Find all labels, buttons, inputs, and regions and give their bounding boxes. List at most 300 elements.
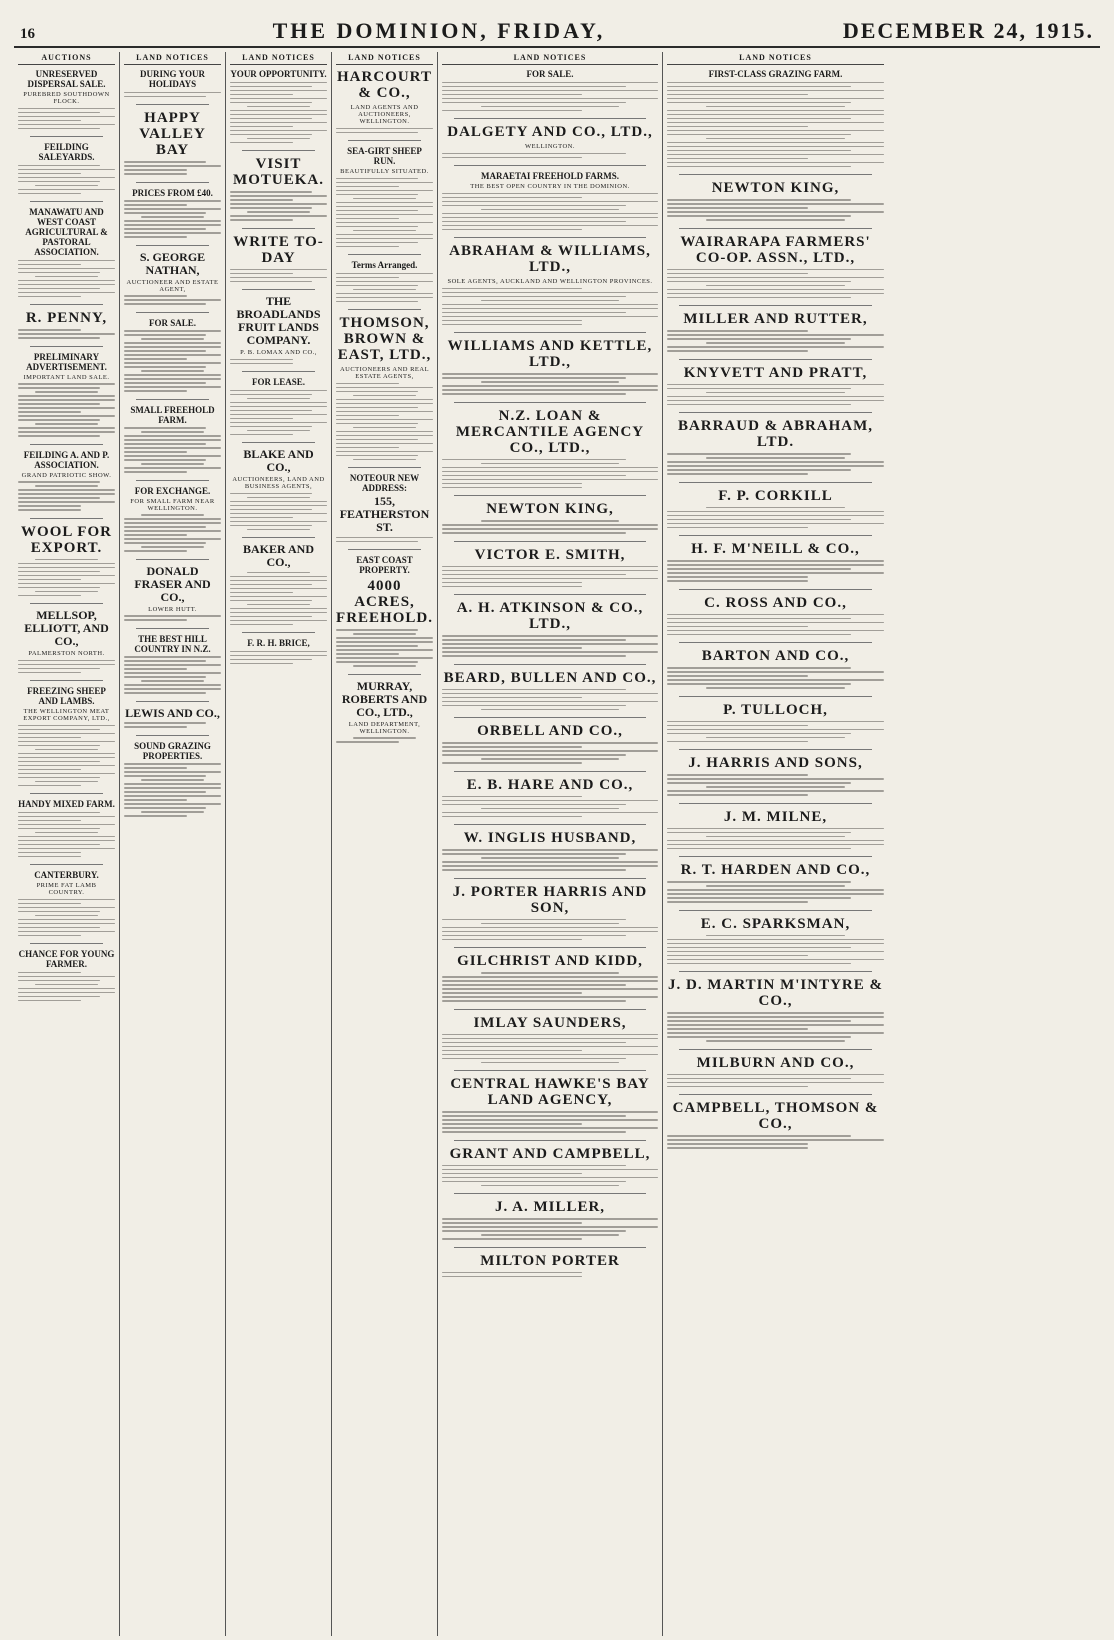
- text-line: [18, 777, 100, 779]
- ad-body-text: [442, 742, 658, 764]
- text-line: [124, 435, 221, 437]
- text-line: [442, 651, 658, 653]
- ad-body-text: [18, 329, 115, 339]
- advertisement: [442, 670, 658, 711]
- ad-body-text: [336, 737, 433, 743]
- text-line: [706, 885, 845, 887]
- ad-body-text: [667, 721, 884, 743]
- text-line: [442, 528, 658, 530]
- text-line: [18, 820, 81, 822]
- ad-body-text: [667, 1074, 884, 1088]
- text-line: [18, 579, 81, 581]
- ad-body-text: [230, 191, 327, 221]
- text-line: [124, 362, 221, 364]
- text-line: [667, 400, 884, 402]
- text-line: [667, 469, 851, 471]
- ad-display-line: CAMPBELL, THOMSON & CO.,: [672, 1100, 879, 1132]
- text-line: [667, 1012, 884, 1014]
- text-line: [124, 550, 187, 552]
- text-line: [124, 455, 221, 457]
- text-line: [667, 134, 851, 136]
- advertisement: [124, 634, 221, 694]
- advertisement: [230, 69, 327, 143]
- text-line: [336, 641, 433, 643]
- text-line: [18, 419, 100, 421]
- text-line: [18, 840, 115, 842]
- ad-body-text: [336, 273, 433, 303]
- text-line: [230, 134, 312, 136]
- text-line: [18, 395, 115, 397]
- ad-subheading: LAND AGENTS AND AUCTIONEERS, WELLINGTON.: [350, 104, 419, 125]
- text-line: [230, 580, 327, 582]
- text-line: [442, 1111, 658, 1113]
- ad-body-text: [124, 295, 221, 305]
- text-line: [18, 173, 81, 175]
- text-line: [442, 483, 582, 485]
- text-line: [667, 199, 851, 201]
- text-line: [18, 128, 100, 130]
- ad-subheading: BEAUTIFULLY SITUATED.: [340, 168, 429, 175]
- text-line: [667, 1024, 884, 1026]
- ad-heading: CHANCE FOR YOUNG FARMER.: [18, 949, 115, 969]
- ad-divider: [136, 480, 209, 481]
- ad-agent-name: BLAKE AND CO.,: [243, 447, 314, 474]
- ad-divider: [30, 136, 103, 137]
- text-line: [706, 106, 845, 108]
- text-line: [442, 201, 658, 203]
- text-line: [442, 1276, 582, 1278]
- text-line: [442, 762, 582, 764]
- advertisement: [336, 315, 433, 460]
- ad-divider: [679, 482, 872, 483]
- text-line: [336, 419, 433, 421]
- text-line: [442, 1119, 658, 1121]
- text-line: [667, 130, 884, 132]
- text-line: [336, 653, 399, 655]
- text-line: [230, 390, 327, 392]
- text-line: [442, 1034, 658, 1036]
- text-line: [230, 596, 327, 598]
- text-line: [706, 342, 845, 344]
- text-line: [667, 1086, 808, 1088]
- ad-body-text: [230, 390, 327, 436]
- text-line: [18, 660, 115, 662]
- text-line: [353, 198, 415, 200]
- ad-display-line: P. TULLOCH,: [723, 701, 828, 718]
- text-line: [18, 399, 115, 401]
- text-line: [230, 616, 312, 618]
- ad-body-text: [230, 572, 327, 626]
- ad-divider: [454, 594, 646, 595]
- text-line: [18, 169, 115, 171]
- text-line: [667, 721, 884, 723]
- text-line: [667, 211, 884, 213]
- text-line: [667, 828, 884, 830]
- text-line: [353, 737, 415, 739]
- advertisement: [442, 884, 658, 941]
- text-line: [230, 110, 327, 112]
- ad-body-text: [18, 559, 115, 597]
- column-3: [226, 52, 332, 1636]
- text-line: [18, 296, 81, 298]
- text-line: [442, 1127, 658, 1129]
- advertisement: [442, 547, 658, 588]
- ad-display-line: VISIT MOTUEKA.: [233, 156, 324, 188]
- text-line: [124, 660, 206, 662]
- ad-display-line: HAPPY VALLEY BAY: [139, 110, 206, 158]
- text-line: [336, 222, 433, 224]
- text-line: [141, 680, 203, 682]
- issue-date: DECEMBER 24, 1915.: [842, 18, 1094, 43]
- text-line: [442, 1050, 582, 1052]
- text-line: [18, 383, 115, 385]
- text-line: [336, 281, 433, 283]
- text-line: [667, 330, 808, 332]
- ad-body-text: [442, 1165, 658, 1187]
- text-line: [442, 1173, 582, 1175]
- ad-divider: [30, 518, 103, 519]
- text-line: [18, 664, 115, 666]
- text-line: [442, 86, 626, 88]
- text-line: [667, 94, 808, 96]
- text-line: [124, 534, 187, 536]
- text-line: [230, 215, 327, 217]
- ad-divider: [30, 943, 103, 944]
- text-line: [442, 992, 582, 994]
- text-line: [124, 346, 221, 348]
- text-line: [667, 943, 884, 945]
- ad-body-text: [667, 507, 884, 529]
- text-line: [124, 726, 187, 728]
- ad-divider: [348, 254, 421, 255]
- text-line: [141, 216, 203, 218]
- text-line: [442, 1115, 626, 1117]
- text-line: [442, 980, 658, 982]
- text-line: [442, 98, 658, 100]
- text-line: [442, 697, 582, 699]
- text-line: [667, 1078, 851, 1080]
- text-line: [667, 273, 808, 275]
- text-line: [230, 281, 312, 283]
- text-line: [442, 385, 658, 387]
- text-line: [124, 161, 206, 163]
- text-line: [18, 493, 115, 495]
- text-line: [18, 575, 115, 577]
- ad-display-line: BARTON AND CO.,: [701, 648, 850, 664]
- text-line: [442, 1230, 626, 1232]
- text-line: [124, 676, 206, 678]
- ad-display-line: ORBELL AND CO.,: [477, 723, 623, 739]
- column-6: [663, 52, 888, 1636]
- text-line: [481, 463, 619, 465]
- text-line: [667, 527, 808, 529]
- text-line: [124, 439, 221, 441]
- text-line: [667, 939, 884, 941]
- ad-heading: FEILDING A. AND P. ASSOCIATION.: [23, 449, 110, 470]
- advertisement: [667, 1055, 884, 1088]
- ad-divider: [454, 717, 646, 718]
- text-line: [18, 899, 115, 901]
- advertisement: [230, 234, 327, 283]
- text-line: [230, 663, 293, 665]
- text-line: [18, 435, 100, 437]
- text-line: [667, 1135, 851, 1137]
- text-line: [353, 289, 415, 291]
- text-line: [18, 769, 81, 771]
- text-line: [667, 626, 808, 628]
- text-line: [667, 519, 851, 521]
- ad-divider: [454, 1009, 646, 1010]
- text-line: [667, 82, 884, 84]
- text-line: [353, 230, 415, 232]
- text-line: [442, 566, 658, 568]
- text-line: [230, 86, 312, 88]
- text-line: [141, 811, 203, 813]
- masthead: [14, 18, 1100, 48]
- text-line: [667, 774, 808, 776]
- text-line: [336, 439, 418, 441]
- text-line: [230, 624, 293, 626]
- text-line: [667, 396, 884, 398]
- text-line: [442, 693, 658, 695]
- ad-display-line: MILBURN AND CO.,: [696, 1054, 855, 1071]
- advertisement: [667, 755, 884, 796]
- advertisement: [442, 501, 658, 534]
- text-line: [18, 911, 100, 913]
- ad-divider: [454, 947, 646, 948]
- ad-display-line: ABRAHAM & WILLIAMS, LTD.,: [449, 243, 651, 275]
- text-line: [230, 98, 327, 100]
- ad-heading: FOR EXCHANGE.: [134, 485, 211, 496]
- ad-divider: [454, 771, 646, 772]
- advertisement: [18, 870, 115, 936]
- advertisement: [18, 799, 115, 857]
- advertisement: [442, 171, 658, 230]
- text-line: [667, 1016, 884, 1018]
- ad-body-text: [442, 1111, 658, 1133]
- ad-body-text: [667, 1012, 884, 1042]
- text-line: [247, 497, 309, 499]
- advertisement: [18, 450, 115, 511]
- text-line: [667, 733, 851, 735]
- text-line: [18, 403, 100, 405]
- text-line: [667, 207, 808, 209]
- ad-divider: [30, 346, 103, 347]
- text-line: [141, 338, 203, 340]
- text-line: [230, 219, 293, 221]
- text-line: [667, 473, 808, 475]
- text-line: [667, 461, 884, 463]
- text-line: [230, 600, 312, 602]
- text-line: [18, 836, 115, 838]
- text-line: [124, 228, 206, 230]
- text-line: [247, 604, 309, 606]
- text-line: [442, 467, 658, 469]
- text-line: [124, 220, 221, 222]
- text-line: [247, 529, 309, 531]
- text-line: [141, 370, 203, 372]
- text-line: [667, 150, 851, 152]
- text-line: [18, 773, 115, 775]
- advertisement: [18, 207, 115, 297]
- text-line: [442, 689, 626, 691]
- text-line: [18, 288, 100, 290]
- text-line: [667, 844, 884, 846]
- text-line: [230, 394, 312, 396]
- text-line: [706, 507, 845, 509]
- ad-divider: [679, 359, 872, 360]
- text-line: [18, 411, 81, 413]
- ad-subheading: PUREBRED SOUTHDOWN FLOCK.: [23, 91, 110, 105]
- text-line: [247, 138, 309, 140]
- ad-body-text: [230, 493, 327, 531]
- ad-heading: FOR SALE.: [526, 69, 574, 79]
- ad-heading: UNRESERVED DISPERSAL SALE.: [27, 69, 106, 89]
- ad-body-text: [667, 269, 884, 299]
- text-line: [442, 655, 626, 657]
- text-line: [230, 576, 327, 578]
- text-line: [481, 808, 619, 810]
- advertisement: [667, 648, 884, 689]
- text-line: [442, 1165, 626, 1167]
- ad-body-text: [667, 881, 884, 903]
- ad-body-text: [18, 972, 115, 1002]
- ad-heading: MARAETAI FREEHOLD FARMS.: [481, 171, 619, 181]
- text-line: [481, 300, 619, 302]
- ad-divider: [679, 1094, 872, 1095]
- ad-divider: [242, 537, 315, 538]
- ad-agent-name: BAKER AND CO.,: [242, 542, 314, 569]
- ad-heading: SMALL FREEHOLD FARM.: [130, 404, 215, 425]
- ad-subheading: SOLE AGENTS, AUCKLAND AND WELLINGTON PROVINCES.: [447, 278, 653, 285]
- text-line: [230, 269, 327, 271]
- text-line: [124, 443, 206, 445]
- ad-divider: [348, 674, 421, 675]
- text-line: [18, 189, 115, 191]
- advertisement: [667, 595, 884, 636]
- ad-body-text: [442, 796, 658, 818]
- text-line: [353, 427, 415, 429]
- text-line: [667, 832, 851, 834]
- text-line: [18, 431, 115, 433]
- text-line: [667, 901, 808, 903]
- ad-display-line: J. PORTER HARRIS AND SON,: [452, 883, 648, 916]
- text-line: [18, 563, 115, 565]
- text-line: [667, 622, 884, 624]
- text-line: [124, 688, 221, 690]
- text-line: [667, 897, 851, 899]
- text-line: [124, 200, 221, 202]
- ad-divider: [679, 642, 872, 643]
- ad-subheading: AUCTIONEER AND ESTATE AGENT,: [126, 278, 219, 293]
- ad-body-text: [442, 288, 658, 326]
- advertisement: [667, 311, 884, 352]
- ad-divider: [242, 289, 315, 290]
- text-line: [481, 758, 619, 760]
- text-line: [442, 1181, 626, 1183]
- text-line: [442, 217, 658, 219]
- ad-display-line: W. INGLIS HUSBAND,: [463, 830, 637, 846]
- ad-display-line: A. H. ATKINSON & CO., LTD.,: [456, 600, 644, 632]
- ad-subheading: PRIME FAT LAMB COUNTRY.: [36, 882, 97, 896]
- ad-body-text: [124, 161, 221, 175]
- text-line: [667, 166, 851, 168]
- text-line: [124, 767, 187, 769]
- ad-divider: [242, 632, 315, 633]
- text-line: [230, 521, 327, 523]
- text-line: [230, 422, 327, 424]
- ad-body-text: [18, 481, 115, 511]
- text-line: [481, 857, 619, 859]
- text-line: [230, 130, 327, 132]
- text-line: [442, 800, 658, 802]
- text-line: [18, 976, 115, 978]
- text-line: [230, 509, 312, 511]
- text-line: [18, 741, 115, 743]
- ad-body-text: [667, 614, 884, 636]
- advertisement: [442, 1199, 658, 1240]
- text-line: [706, 737, 845, 739]
- text-line: [667, 404, 851, 406]
- ad-divider: [454, 402, 646, 403]
- advertisement: [124, 251, 221, 305]
- page-number: 16: [20, 26, 35, 42]
- advertisement: [667, 916, 884, 965]
- text-line: [667, 671, 884, 673]
- text-line: [667, 778, 884, 780]
- advertisement: [442, 777, 658, 818]
- text-line: [18, 753, 115, 755]
- text-line: [18, 407, 115, 409]
- text-line: [18, 120, 81, 122]
- text-line: [706, 687, 845, 689]
- text-line: [124, 672, 221, 674]
- text-line: [124, 447, 221, 449]
- ad-subheading: AUCTIONEERS AND REAL ESTATE AGENTS,: [339, 366, 430, 380]
- text-line: [230, 493, 312, 495]
- ad-heading: SOUND GRAZING PROPERTIES.: [134, 740, 211, 761]
- text-line: [18, 264, 81, 266]
- text-line: [336, 186, 399, 188]
- ad-body-text: [667, 828, 884, 850]
- text-line: [667, 893, 884, 895]
- ad-body-text: [667, 1135, 884, 1149]
- text-line: [336, 435, 433, 437]
- text-line: [667, 572, 884, 574]
- text-line: [667, 1028, 808, 1030]
- text-line: [141, 514, 203, 516]
- ad-agent-name: DONALD FRASER AND CO.,: [134, 563, 211, 604]
- text-line: [18, 505, 81, 507]
- text-line: [667, 618, 851, 620]
- ad-body-text: [18, 812, 115, 858]
- ad-divider: [679, 535, 872, 536]
- ad-heading: F. R. H. BRICE,: [247, 638, 310, 648]
- advertisement: [667, 365, 884, 406]
- text-line: [667, 453, 851, 455]
- text-line: [336, 202, 433, 204]
- ad-body-text: [442, 849, 658, 871]
- text-line: [667, 679, 884, 681]
- text-line: [18, 260, 115, 262]
- ad-body-text: [667, 82, 884, 168]
- text-line: [124, 330, 221, 332]
- advertisement: [442, 408, 658, 489]
- text-line: [247, 398, 309, 400]
- advertisement: [124, 741, 221, 817]
- text-line: [230, 525, 312, 527]
- text-line: [141, 431, 203, 433]
